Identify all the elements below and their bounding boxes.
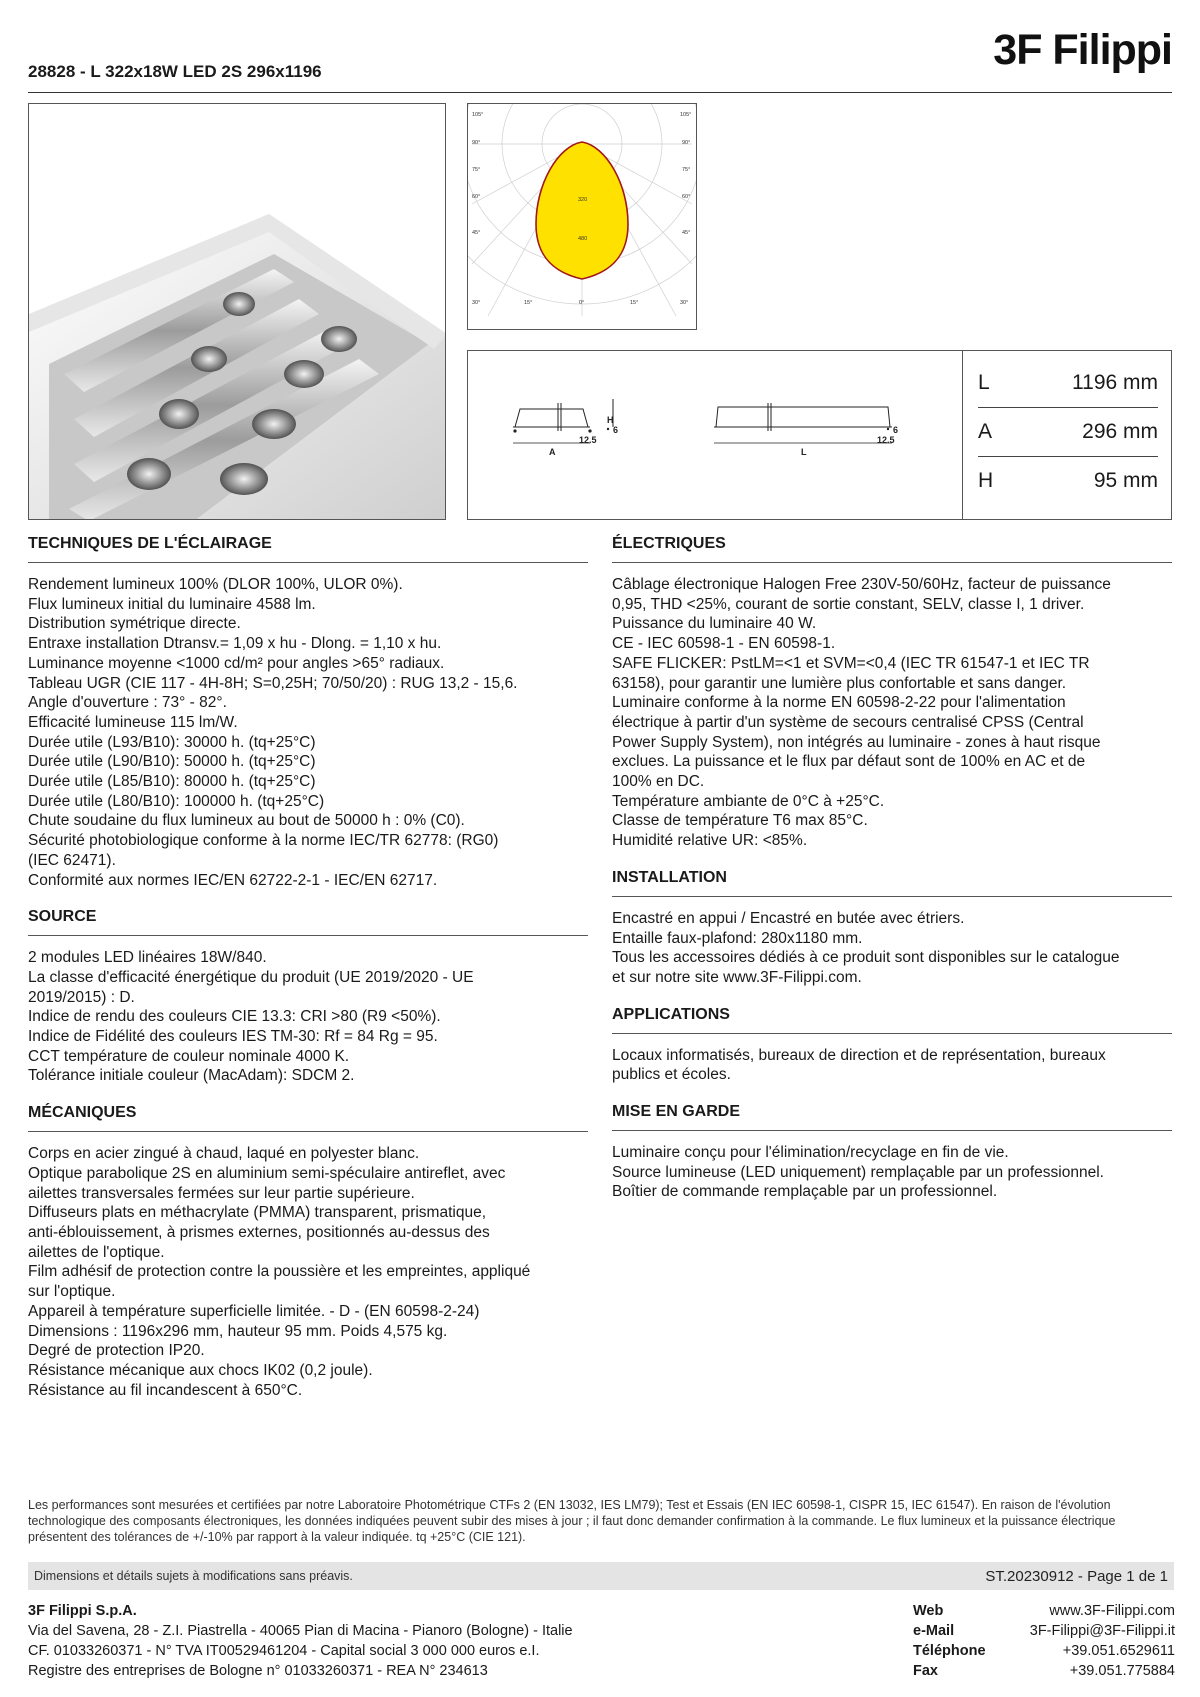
- polar-label-b0: 30°: [472, 300, 481, 306]
- polar-curve-chart: [468, 104, 696, 329]
- contact-label: Téléphone: [913, 1643, 986, 1659]
- polar-label-b3: 15°: [630, 300, 639, 306]
- spec-line: sur l'optique.: [28, 1283, 116, 1301]
- spec-line: (IEC 62471).: [28, 851, 116, 869]
- contact-label: Web: [913, 1603, 944, 1619]
- spec-line: 2 modules LED linéaires 18W/840.: [28, 949, 267, 967]
- spec-line: Indice de rendu des couleurs CIE 13.3: CRI >80 (R9 <50%).: [28, 1008, 441, 1026]
- section-body-mise-en-garde: [612, 1143, 1172, 1202]
- spec-line: Tolérance initiale couleur (MacAdam): SDCM 2.: [28, 1067, 355, 1085]
- performance-footnote: Les performances sont mesurées et certifiées par notre Laboratoire Photométrique CTFs 2 (EN 13032, IES LM79); Test et Essais (EN IEC 60598-1, CISPR 15, IEC 61547). En raison de l'évolution technologique des composants électroniques, les données indiquées peuvent subir des mises à jour ; il faut donc demander confirmation à la commande. Le flux lumineux et la puissance électrique présentent des tolérances de +/-10% par rapport à la valeur indiquée. tq +25°C (CIE 121).: [28, 1498, 1116, 1544]
- contact-list: [913, 1601, 1175, 1681]
- section-body-installation: [612, 909, 1172, 988]
- spec-line: Luminance moyenne <1000 cd/m² pour angles >65° radiaux.: [28, 654, 445, 672]
- spec-line: Locaux informatisés, bureaux de direction et de représentation, bureaux: [612, 1046, 1106, 1064]
- spec-line: Durée utile (L85/B10): 80000 h. (tq+25°C): [28, 773, 316, 791]
- brand-logo: 3F Filippi: [993, 26, 1172, 74]
- section-heading-mecaniques: MÉCANIQUES: [28, 1104, 588, 1132]
- spec-line: Entaille faux-plafond: 280x1180 mm.: [612, 929, 863, 947]
- left-column: [28, 535, 588, 1418]
- section-heading-electriques: ÉLECTRIQUES: [612, 535, 1172, 563]
- company-register: Registre des entreprises de Bologne n° 01033260371 - REA N° 234613: [28, 1663, 488, 1679]
- spec-line: Source lumineuse (LED uniquement) remplaçable par un professionnel.: [612, 1163, 1104, 1181]
- polar-diagram: [467, 103, 697, 330]
- spec-line: anti-éblouissement, à prismes externes, positionnés au-dessus des: [28, 1223, 490, 1241]
- page-reference: ST.20230912 - Page 1 de 1: [985, 1567, 1168, 1585]
- company-info: [28, 1601, 728, 1681]
- polar-label-r0: 105°: [680, 112, 692, 118]
- polar-label-b4: 30°: [680, 300, 689, 306]
- polar-label-r3: 60°: [682, 194, 691, 200]
- spec-line: ailettes transversales fermées sur leur partie supérieure.: [28, 1184, 415, 1202]
- spec-line: Film adhésif de protection contre la poussière et les empreintes, appliqué: [28, 1263, 531, 1281]
- polar-label-b1: 15°: [524, 300, 533, 306]
- spec-line: 100% en DC.: [612, 773, 705, 791]
- spec-line: Dimensions : 1196x296 mm, hauteur 95 mm. Poids 4,575 kg.: [28, 1322, 448, 1340]
- contact-label: e-Mail: [913, 1623, 955, 1639]
- dimension-row-l: [978, 359, 1158, 408]
- spec-line: Entraxe installation Dtransv.= 1,09 x hu - Dlong. = 1,10 x hu.: [28, 635, 442, 653]
- spec-line: Boîtier de commande remplaçable par un professionnel.: [612, 1183, 998, 1201]
- spec-line: Luminaire conforme à la norme EN 60598-2-22 pour l'alimentation: [612, 694, 1066, 712]
- spec-line: Optique parabolique 2S en aluminium semi-spéculaire antireflet, avec: [28, 1164, 506, 1182]
- spec-line: Degré de protection IP20.: [28, 1342, 205, 1360]
- section-heading-techniques-de-l-eclairage: TECHNIQUES DE L'ÉCLAIRAGE: [28, 535, 588, 563]
- section-heading-installation: INSTALLATION: [612, 869, 1172, 897]
- polar-label-r4: 45°: [682, 230, 691, 236]
- spec-line: CCT température de couleur nominale 4000 K.: [28, 1047, 350, 1065]
- section-body-applications: [612, 1046, 1172, 1085]
- spec-line: Chute soudaine du flux lumineux au bout de 50000 h : 0% (C0).: [28, 812, 465, 830]
- spec-line: Conformité aux normes IEC/EN 62722-2-1 - IEC/EN 62717.: [28, 871, 438, 889]
- section-heading-source: SOURCE: [28, 908, 588, 936]
- spec-line: Câblage électronique Halogen Free 230V-50/60Hz, facteur de puissance: [612, 576, 1111, 593]
- drawing-label-a: A: [549, 447, 556, 457]
- spec-line: et sur notre site www.3F-Filippi.com.: [612, 968, 862, 986]
- contact-value[interactable]: www.3F-Filippi.com: [1049, 1603, 1175, 1619]
- spec-line: Efficacité lumineuse 115 lm/W.: [28, 713, 238, 731]
- section-body-electriques: [612, 575, 1172, 851]
- contact-row-e-mail: [913, 1621, 1175, 1641]
- dimension-table: [978, 359, 1158, 505]
- polar-label-l1: 90°: [472, 140, 481, 146]
- luminaire-illustration: [29, 104, 446, 520]
- polar-intensity-curve: [536, 142, 628, 279]
- spec-line: Classe de température T6 max 85°C.: [612, 812, 868, 830]
- dimension-row-h: [978, 457, 1158, 505]
- drawing-label-h: H: [607, 415, 614, 425]
- section-body-source: [28, 948, 588, 1086]
- dimension-value: 95 mm: [1093, 469, 1158, 492]
- polar-label-l0: 105°: [472, 112, 484, 118]
- section-heading-mise-en-garde: MISE EN GARDE: [612, 1103, 1172, 1131]
- spec-line: Rendement lumineux 100% (DLOR 100%, ULOR 0%).: [28, 576, 403, 593]
- spec-line: Sécurité photobiologique conforme à la norme IEC/TR 62778: (RG0): [28, 832, 499, 850]
- company-tax: CF. 01033260371 - N° TVA IT00529461204 - Capital social 3 000 000 euros e.I.: [28, 1643, 540, 1659]
- polar-label-l3: 60°: [472, 194, 481, 200]
- spec-line: Luminaire conçu pour l'élimination/recyclage en fin de vie.: [612, 1144, 1009, 1162]
- spec-line: Température ambiante de 0°C à +25°C.: [612, 792, 885, 810]
- spec-line: Angle d'ouverture : 73° - 82°.: [28, 694, 227, 712]
- company-name: 3F Filippi S.p.A.: [28, 1603, 137, 1619]
- dimension-key: A: [978, 420, 993, 443]
- contact-row-fax: [913, 1661, 1175, 1681]
- spec-line: Corps en acier zingué à chaud, laqué en polyester blanc.: [28, 1145, 420, 1163]
- contact-value: +39.051.775884: [1069, 1663, 1175, 1679]
- dimension-key: H: [978, 469, 994, 492]
- footer-bar: [28, 1562, 1174, 1590]
- dimension-row-a: [978, 408, 1158, 457]
- spec-line: Durée utile (L93/B10): 30000 h. (tq+25°C): [28, 733, 316, 751]
- section-heading-applications: APPLICATIONS: [612, 1006, 1172, 1034]
- polar-inner-label-1: 480: [578, 236, 588, 242]
- spec-line: 0,95, THD <25%, courant de sortie constant, SELV, classe I, 1 driver.: [612, 595, 1085, 613]
- polar-label-l2: 75°: [472, 167, 481, 173]
- spec-line: 2019/2015) : D.: [28, 988, 135, 1006]
- dimension-drawing: [468, 351, 963, 519]
- drawing-label-6a: 6: [613, 425, 619, 435]
- contact-row-web: [913, 1601, 1175, 1621]
- spec-line: Appareil à température superficielle limitée. - D - (EN 60598-2-24): [28, 1302, 480, 1320]
- polar-label-b2: 0°: [579, 300, 585, 306]
- spec-line: La classe d'efficacité énergétique du produit (UE 2019/2020 - UE: [28, 968, 474, 986]
- dimensions-box: [467, 350, 1172, 520]
- product-title: 28828 - L 322x18W LED 2S 296x1196: [28, 62, 322, 81]
- spec-line: Encastré en appui / Encastré en butée avec étriers.: [612, 909, 965, 927]
- spec-line: 63158), pour garantir une lumière plus confortable et sans danger.: [612, 674, 1067, 692]
- section-body-techniques-de-l-eclairage: [28, 575, 588, 890]
- spec-line: Résistance au fil incandescent à 650°C.: [28, 1381, 303, 1399]
- spec-line: Résistance mécanique aux chocs IK02 (0,2 joule).: [28, 1361, 373, 1379]
- contact-label: Fax: [913, 1663, 938, 1679]
- dimension-value: 1196 mm: [1072, 371, 1158, 394]
- product-photo: [28, 103, 446, 520]
- spec-line: Durée utile (L80/B10): 100000 h. (tq+25°C): [28, 792, 325, 810]
- header-divider: [28, 92, 1172, 93]
- dimension-key: L: [978, 371, 990, 394]
- spec-line: SAFE FLICKER: PstLM=<1 et SVM=<0,4 (IEC TR 61547-1 et IEC TR: [612, 654, 1090, 672]
- technical-drawing: [468, 351, 962, 519]
- drawing-label-l: L: [801, 447, 807, 457]
- spec-line: Puissance du luminaire 40 W.: [612, 615, 817, 633]
- contact-value: +39.051.6529611: [1062, 1643, 1175, 1659]
- spec-line: ailettes de l'optique.: [28, 1243, 165, 1261]
- spec-line: Tous les accessoires dédiés à ce produit sont disponibles sur le catalogue: [612, 949, 1120, 967]
- spec-line: exclues. La puissance et le flux par défaut sont de 100% en AC et de: [612, 753, 1086, 771]
- spec-line: électrique à partir d'un système de secours centralisé CPSS (Central: [612, 713, 1084, 731]
- disclaimer: Dimensions et détails sujets à modifications sans préavis.: [34, 1569, 353, 1583]
- polar-label-l4: 45°: [472, 230, 481, 236]
- spec-line: CE - IEC 60598-1 - EN 60598-1.: [612, 635, 836, 653]
- spec-line: Humidité relative UR: <85%.: [612, 832, 808, 850]
- contact-value[interactable]: 3F-Filippi@3F-Filippi.it: [1029, 1623, 1175, 1639]
- section-body-mecaniques: [28, 1144, 588, 1400]
- spec-line: Diffuseurs plats en méthacrylate (PMMA) transparent, prismatique,: [28, 1204, 487, 1222]
- polar-label-r2: 75°: [682, 167, 691, 173]
- contact-row-telephone: [913, 1641, 1175, 1661]
- company-address: Via del Savena, 28 - Z.I. Piastrella - 40065 Pian di Macina - Pianoro (Bologne) - Italie: [28, 1623, 573, 1639]
- spec-line: Distribution symétrique directe.: [28, 615, 241, 633]
- spec-line: publics et écoles.: [612, 1066, 731, 1084]
- polar-label-r1: 90°: [682, 140, 691, 146]
- drawing-label-125b: 12.5: [877, 435, 895, 445]
- spec-line: Tableau UGR (CIE 117 - 4H-8H; S=0,25H; 70/50/20) : RUG 13,2 - 15,6.: [28, 674, 518, 692]
- spec-line: Flux lumineux initial du luminaire 4588 lm.: [28, 595, 316, 613]
- dimension-value: 296 mm: [1082, 420, 1158, 443]
- spec-line: Indice de Fidélité des couleurs IES TM-30: Rf = 84 Rg = 95.: [28, 1028, 438, 1046]
- polar-inner-label-0: 320: [578, 197, 588, 203]
- spec-line: Durée utile (L90/B10): 50000 h. (tq+25°C): [28, 753, 316, 771]
- right-column: [612, 535, 1172, 1220]
- spec-line: Power Supply System), non intégrés au luminaire - zones à haut risque: [612, 733, 1101, 751]
- drawing-label-125a: 12.5: [579, 435, 597, 445]
- drawing-label-6b: 6: [893, 425, 899, 435]
